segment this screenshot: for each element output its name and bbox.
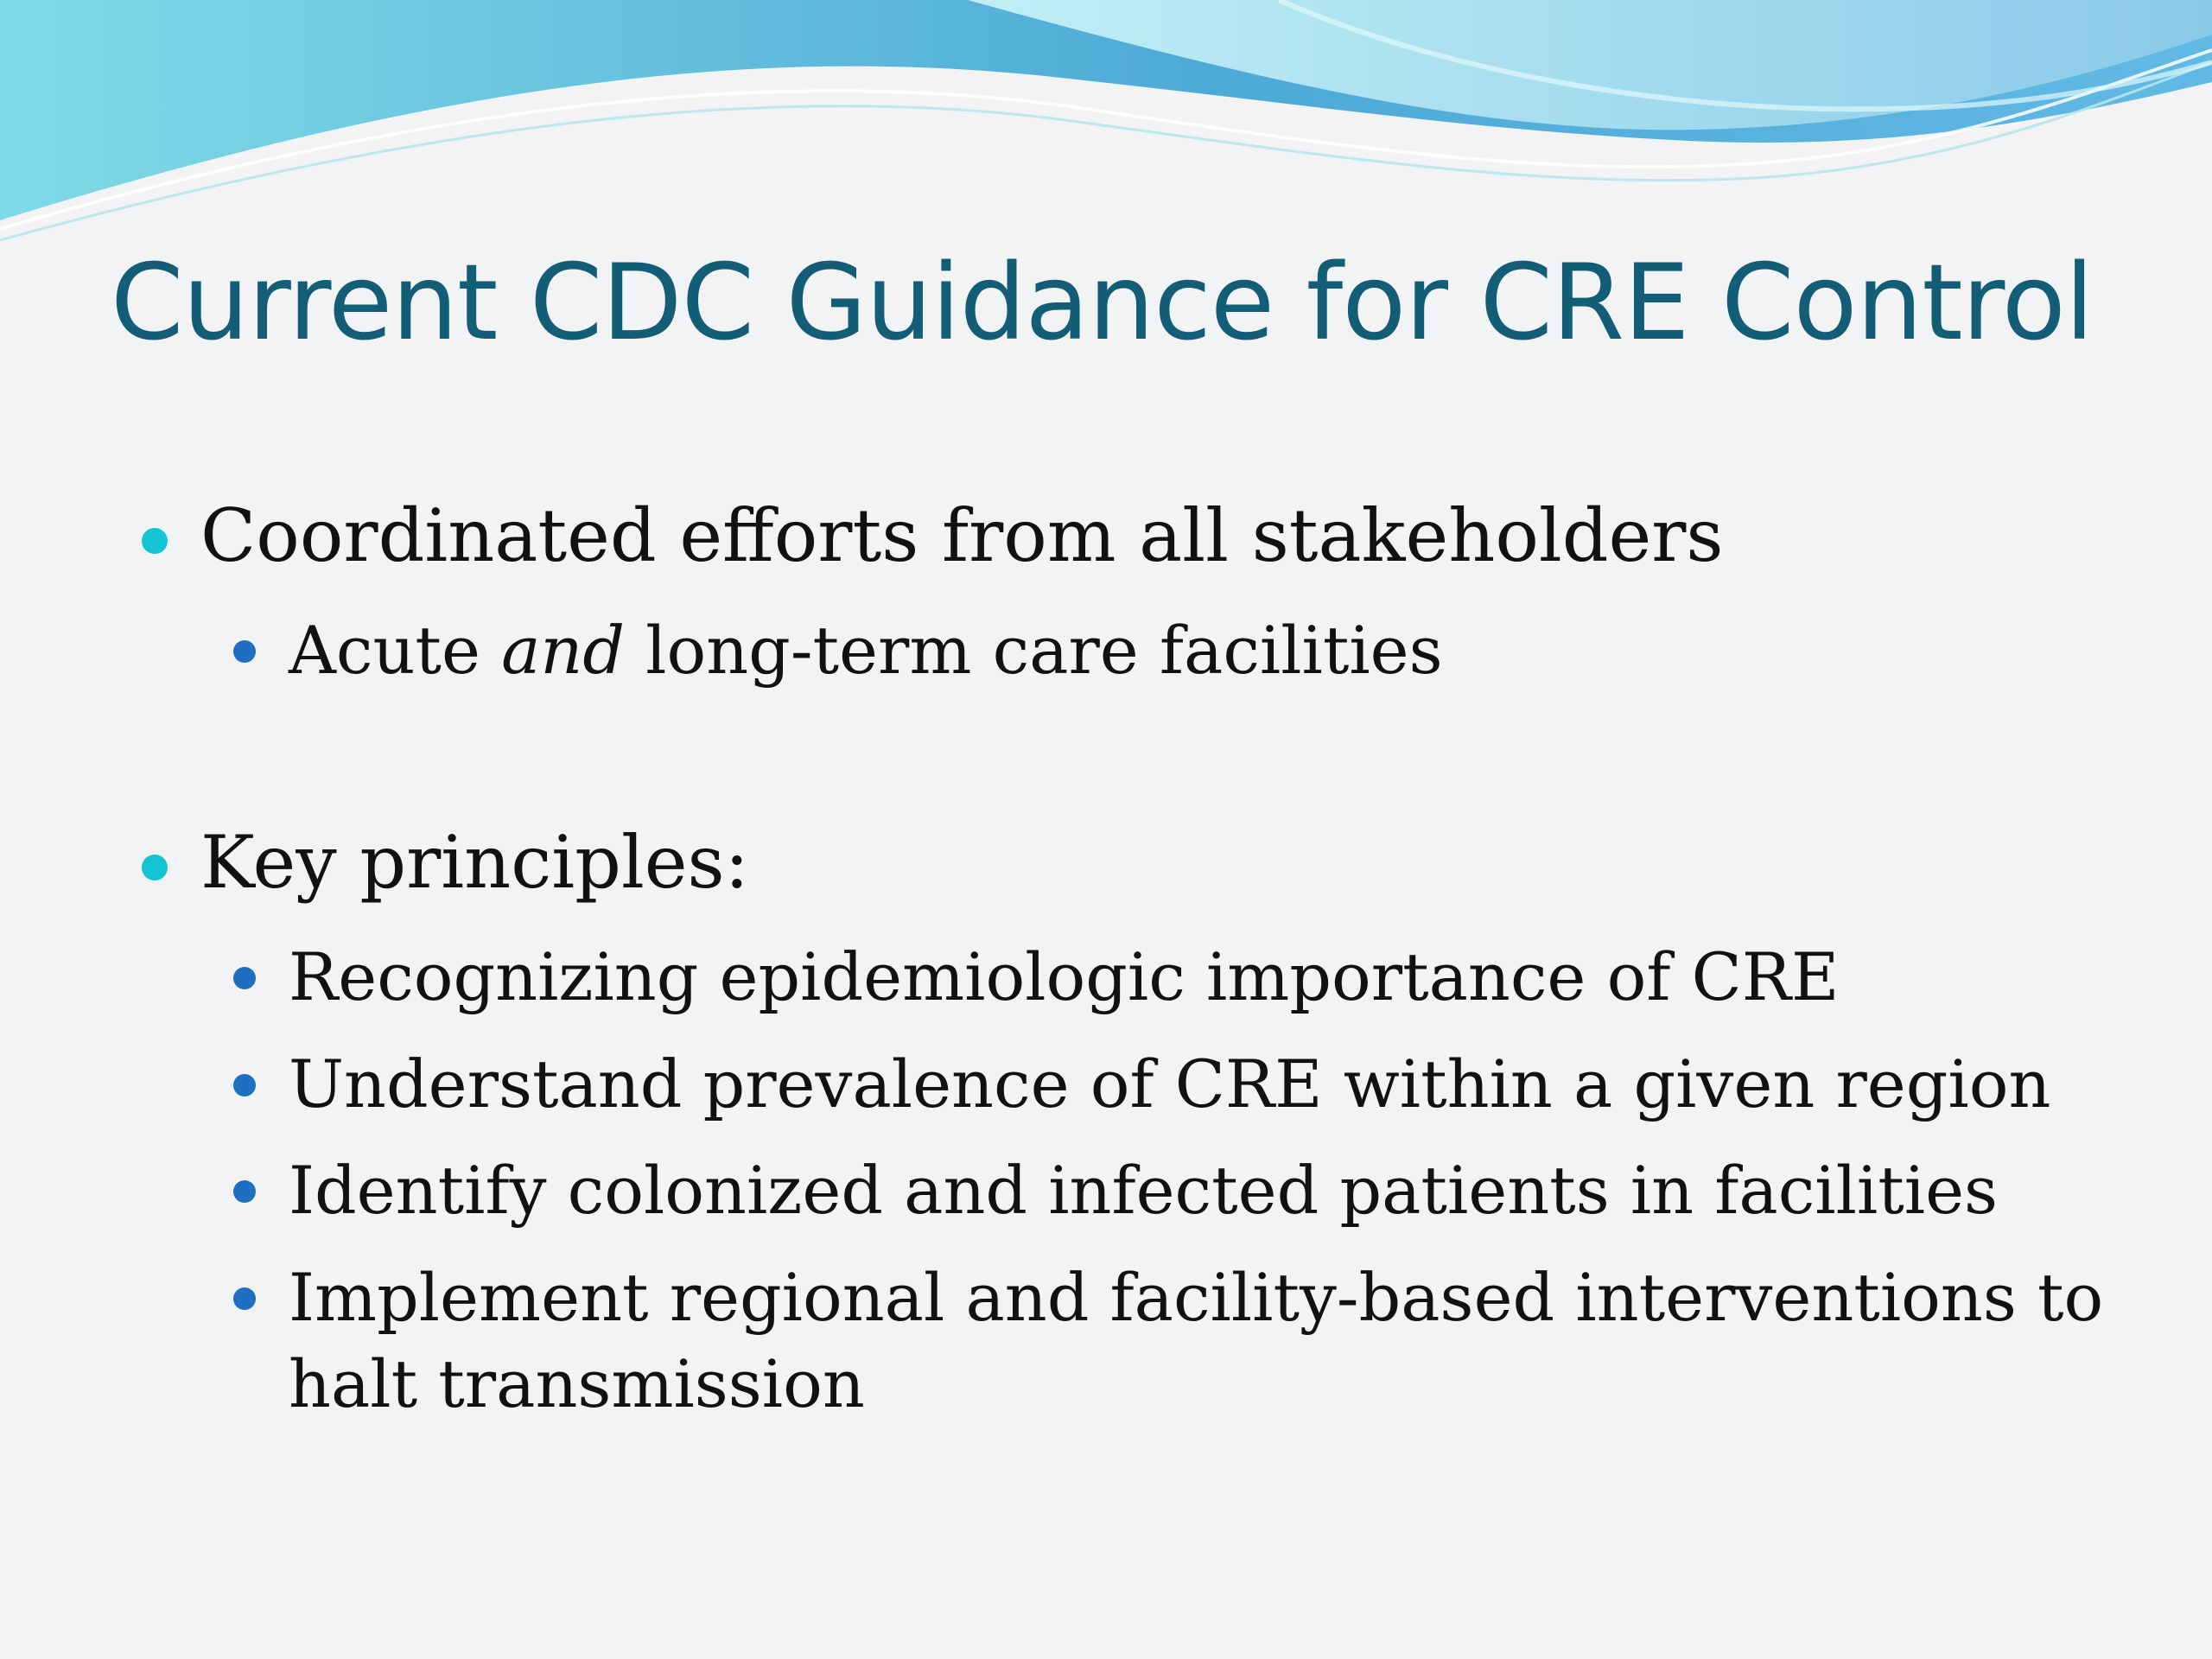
subbullet-dot-icon — [233, 1074, 256, 1096]
subbullet-dot-icon — [233, 1180, 256, 1203]
subbullet-recognizing — [289, 934, 1839, 1020]
bullet-dot-icon — [142, 528, 168, 554]
subbullet-prefix: Acute — [289, 612, 502, 689]
subbullet-text: Understand prevalence of CRE within a given region — [289, 1046, 2051, 1122]
subbullet-care-facilities — [289, 607, 1443, 694]
bullet-key-principles — [200, 820, 749, 905]
subbullet-line2: halt transmission — [289, 1345, 865, 1423]
subbullet-text: Identify colonized and infected patients in facilities — [289, 1152, 1999, 1229]
bullet-dot-icon — [142, 855, 168, 880]
subbullet-identify-patients — [289, 1147, 1998, 1234]
subbullet-text: Recognizing epidemiologic importance of CRE — [289, 938, 1840, 1015]
subbullet-emphasis: and — [501, 612, 625, 689]
subbullet-line1: Implement regional and facility-based interventions to — [289, 1259, 2104, 1336]
subbullet-implement-interventions — [289, 1255, 2103, 1428]
subbullet-understand-prevalence — [289, 1041, 2050, 1128]
subbullet-suffix: long-term care facilities — [625, 612, 1443, 689]
subbullet-dot-icon — [233, 640, 256, 663]
slide-title: Current CDC Guidance for CRE Control — [111, 242, 2094, 364]
bullet-text: Coordinated efforts from all stakeholders — [200, 493, 1724, 578]
bullet-text: Key principles: — [200, 820, 749, 905]
bullet-coordinated-efforts — [200, 493, 1724, 578]
subbullet-dot-icon — [233, 967, 256, 989]
header-wave-decoration — [0, 0, 2212, 259]
subbullet-dot-icon — [233, 1287, 256, 1310]
